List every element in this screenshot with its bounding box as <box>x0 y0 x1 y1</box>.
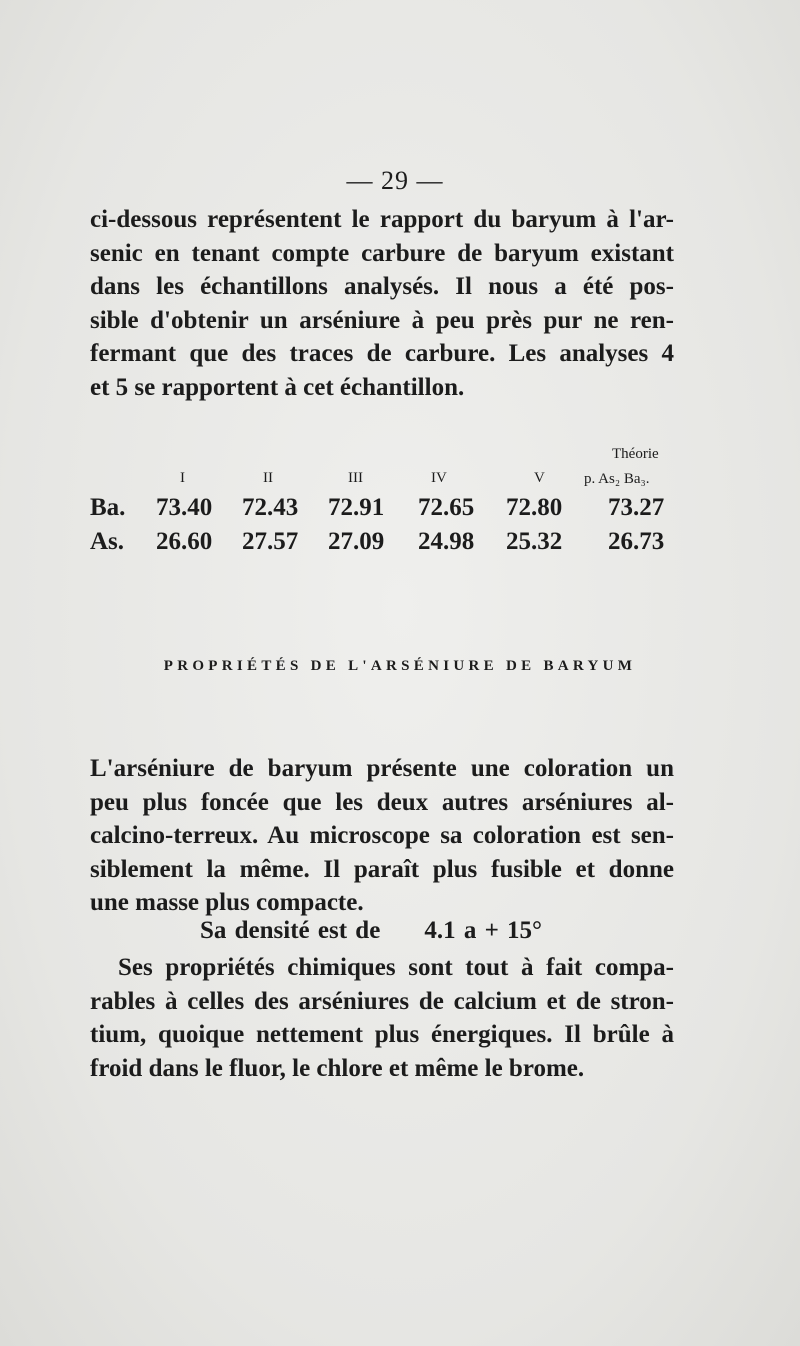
text-line: et 5 se rapportent à cet échantillon. <box>90 373 465 401</box>
text-line: L'arséniure de baryum présente une coloration un <box>90 755 674 782</box>
table-cell: 72.91 <box>328 494 385 521</box>
table-cell: 73.40 <box>156 494 213 521</box>
table-cell: 72.43 <box>242 494 299 521</box>
text-line: calcino-terreux. Au microscope sa coloration est sen- <box>90 822 674 849</box>
text-line: ci-dessous représentent le rapport du baryum à l'ar- <box>90 206 674 233</box>
table-cell: 26.60 <box>156 528 213 555</box>
table-cell: 25.32 <box>506 528 563 555</box>
table-cell-theorie: 26.73 <box>608 528 665 555</box>
row-label-as: As. <box>90 528 125 555</box>
paragraph-coloration <box>90 752 674 920</box>
text-line: senic en tenant compte carbure de baryum existant <box>90 239 674 267</box>
text-line: tium, quoique nettement plus énergiques. Il brûle à <box>90 1021 674 1048</box>
table-cell-theorie: 73.27 <box>608 494 665 521</box>
text-line: sible d'obtenir un arséniure à peu près pur ne ren- <box>90 306 674 334</box>
column-header-3: III <box>348 470 363 486</box>
text-line: Ses propriétés chimiques sont tout à fait compa- <box>118 954 674 981</box>
column-header-1: I <box>180 470 185 486</box>
theorie-header: Théorie <box>612 446 659 462</box>
page-number: — 29 — <box>346 166 444 195</box>
column-header-4: IV <box>431 470 447 486</box>
column-header-2: II <box>263 470 273 486</box>
density-value: 4.1 a + 15° <box>424 917 543 944</box>
text-line: peu plus foncée que les deux autres arséniures al- <box>90 788 674 816</box>
text-line: siblement la même. Il paraît plus fusible et donne <box>90 855 674 883</box>
density-label: Sa densité est de <box>200 917 381 944</box>
text-line: fermant que des traces de carbure. Les analyses 4 <box>90 340 674 367</box>
paragraph-intro <box>90 203 674 404</box>
text-line: rables à celles des arséniures de calcium et de stron- <box>90 987 674 1015</box>
text-line: une masse plus compacte. <box>90 889 364 916</box>
paragraph-chemical <box>90 951 674 1085</box>
text-line: dans les échantillons analysés. Il nous a été pos- <box>90 273 674 300</box>
table-cell: 24.98 <box>418 528 475 555</box>
density-line <box>200 917 542 945</box>
section-heading: PROPRIÉTÉS DE L'ARSÉNIURE DE BARYUM <box>163 658 637 674</box>
table-cell: 27.57 <box>242 528 299 555</box>
table-cell: 72.80 <box>506 494 563 521</box>
text-line: froid dans le fluor, le chlore et même le brome. <box>90 1054 585 1082</box>
row-label-ba: Ba. <box>90 494 126 521</box>
theorie-formula: p. As₂ Ba₃. <box>584 471 650 487</box>
table-cell: 72.65 <box>418 494 475 521</box>
column-header-5: V <box>534 470 545 486</box>
table-cell: 27.09 <box>328 528 385 555</box>
